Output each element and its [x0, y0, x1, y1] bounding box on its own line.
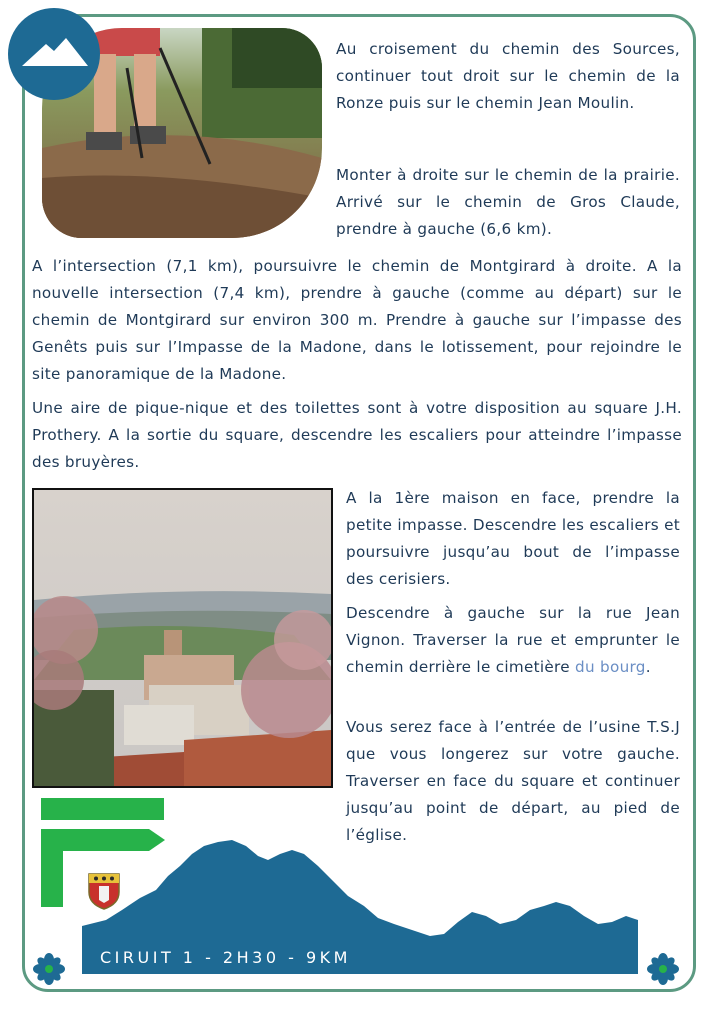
paragraph-3: A l’intersection (7,1 km), poursuivre le chemin de Montgirard à droite. A la nouvelle intersection (7,4 km), prendre à gauche (comme au départ) sur le chemin de Montgirard sur environ 300 m. Prendre à gauche sur l’impasse des Genêts puis sur l’Impasse de la Madone, dans le lotissement, pour rejoindre le site panoramique de la Madone.: [32, 257, 682, 383]
paragraph-6-end: .: [645, 658, 651, 676]
bourg-link[interactable]: du bourg: [575, 658, 646, 676]
paragraph-6-text: Descendre à gauche sur la rue Jean Vignon. Traverser la rue et emprunter le chemin derrière le cimetière: [346, 604, 680, 676]
paragraph-6: [346, 600, 680, 681]
green-marker-top: [41, 798, 164, 820]
circuit-label: CIRUIT 1 - 2H30 - 9KM: [100, 948, 351, 967]
village-photo: [32, 488, 333, 788]
flower-icon: [646, 952, 680, 986]
paragraph-7: Vous serez face à l’entrée de l’usine T.S.J que vous longerez sur votre gauche. Traverser en face du square et continuer jusqu’au point de départ, au pied de l’église.: [346, 718, 680, 844]
green-marker-vertical: [41, 829, 63, 907]
paragraph-2: Monter à droite sur le chemin de la prairie. Arrivé sur le chemin de Gros Claude, prendre à gauche (6,6 km).: [336, 166, 680, 238]
mountain-logo-icon: [8, 8, 100, 100]
flower-icon: [32, 952, 66, 986]
paragraph-1: Au croisement du chemin des Sources, continuer tout droit sur le chemin de la Ronze puis sur le chemin Jean Moulin.: [336, 40, 680, 112]
paragraph-4: Une aire de pique-nique et des toilettes sont à votre disposition au square J.H. Prothery. A la sortie du square, descendre les escaliers pour atteindre l’impasse des bruyères.: [32, 399, 682, 471]
paragraph-5: A la 1ère maison en face, prendre la petite impasse. Descendre les escaliers et poursuivre jusqu’au bout de l’impasse des cerisiers.: [346, 489, 680, 588]
